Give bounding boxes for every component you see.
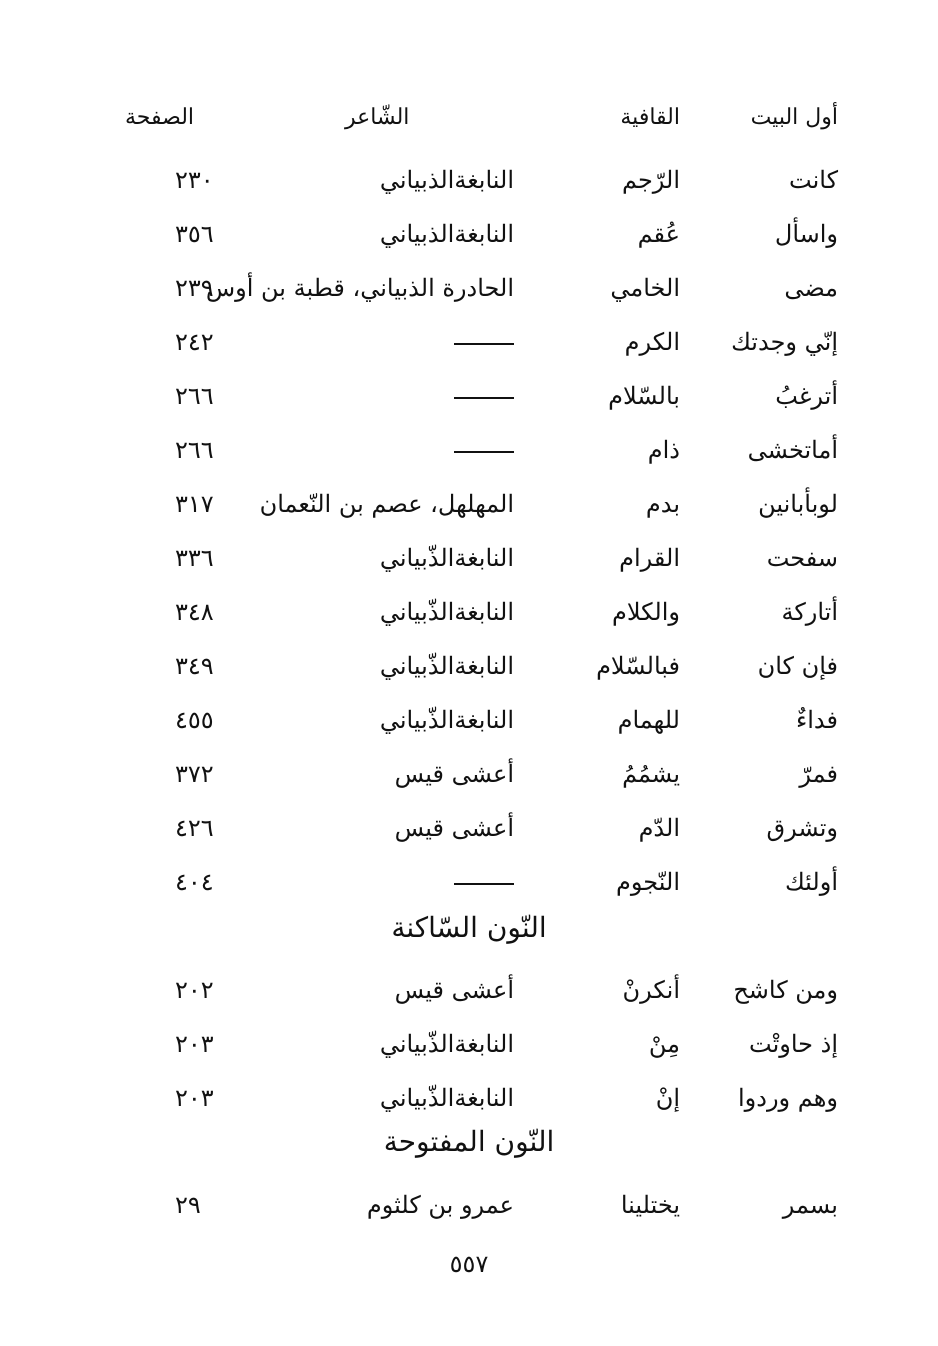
rhyme: أنكرنْ [622, 976, 680, 1004]
rhyme: للهمام [617, 706, 680, 734]
page-ref: ٤٥٥ [175, 706, 214, 734]
poet: عمرو بن كلثوم [366, 1191, 514, 1219]
first-verse: فإن كان [757, 652, 838, 680]
page-ref: ٣٥٦ [175, 220, 214, 248]
first-verse: بسمر [782, 1191, 838, 1219]
rhyme: ذام [647, 436, 680, 464]
first-verse: لوبأبانين [758, 490, 838, 518]
rhyme: عُقم [637, 220, 680, 248]
table-row [0, 646, 938, 686]
table-row [0, 376, 938, 416]
poet: الحادرة الذبياني، قطبة بن أوس [205, 274, 514, 302]
page-ref: ٢٠٢ [175, 976, 214, 1004]
poet: أعشى قيس [394, 760, 514, 788]
section-heading-sakina: النّون السّاكنة [391, 911, 547, 944]
poet: النابغةالذّبياني [379, 598, 514, 626]
poet: أعشى قيس [394, 976, 514, 1004]
first-verse: أماتخشى [747, 436, 838, 464]
rhyme: يشمُمُ [622, 760, 680, 788]
page-ref: ٢٩ [175, 1191, 201, 1219]
ditto-dash [454, 883, 514, 885]
table-header [0, 98, 938, 138]
table-row [0, 862, 938, 902]
first-verse: أتاركة [781, 598, 838, 626]
header-page: الصفحة [125, 105, 195, 130]
poet: النابغةالذّبياني [379, 652, 514, 680]
poet: النابغةالذبياني [379, 220, 514, 248]
ditto-dash [454, 343, 514, 345]
page-ref: ٣٤٨ [175, 598, 214, 626]
poet: النابغةالذّبياني [379, 706, 514, 734]
poet [454, 322, 514, 362]
table-row [0, 1024, 938, 1064]
table-row [0, 430, 938, 470]
page-ref: ٤٢٦ [175, 814, 214, 842]
page-ref: ٢٦٦ [175, 382, 214, 410]
rhyme: يختلينا [620, 1191, 680, 1219]
poet: المهلهل، عصم بن النّعمان [259, 490, 514, 518]
poet [454, 862, 514, 902]
ditto-dash [454, 397, 514, 399]
rhyme: والكلام [611, 598, 680, 626]
poet: النابغةالذّبياني [379, 1084, 514, 1112]
first-verse: أولئك [784, 868, 838, 896]
header-poet: الشّاعر [345, 105, 410, 130]
rhyme: القرام [619, 544, 680, 572]
first-verse: وتشرق [766, 814, 838, 842]
rhyme: الخامي [610, 274, 680, 302]
first-verse: إنّي وجدتك [731, 328, 838, 356]
header-rhyme: القافية [620, 105, 680, 130]
table-row [0, 1078, 938, 1118]
table-row [0, 592, 938, 632]
table-row [0, 538, 938, 578]
page-ref: ٢٠٣ [175, 1030, 214, 1058]
table-row [0, 268, 938, 308]
first-verse: مضى [784, 274, 838, 302]
page-ref: ٢٠٣ [175, 1084, 214, 1112]
rhyme: النّجوم [616, 868, 680, 896]
page-ref: ٣٤٩ [175, 652, 214, 680]
page-ref: ٢٣٠ [175, 166, 214, 194]
page-ref: ٣١٧ [175, 490, 214, 518]
rhyme: الدّم [638, 814, 680, 842]
first-verse: فداءٌ [795, 706, 838, 734]
first-verse: وهم وردوا [738, 1084, 838, 1112]
poet [454, 430, 514, 470]
section-heading-maftuha: النّون المفتوحة [383, 1125, 555, 1158]
table-row [0, 484, 938, 524]
table-row [0, 754, 938, 794]
first-verse: واسأل [774, 220, 838, 248]
table-row [0, 1185, 938, 1225]
page-ref: ٢٦٦ [175, 436, 214, 464]
first-verse: كانت [789, 166, 838, 194]
page-ref: ٢٤٢ [175, 328, 214, 356]
first-verse: ومن كاشح [733, 976, 838, 1004]
page-ref: ٣٣٦ [175, 544, 214, 572]
poet: النابغةالذبياني [379, 166, 514, 194]
rhyme: الكرم [624, 328, 680, 356]
page-number: ٥٥٧ [449, 1250, 489, 1278]
first-verse: إذ حاوتْت [749, 1030, 838, 1058]
ditto-dash [454, 451, 514, 453]
first-verse: فمرّ [799, 760, 838, 788]
page-ref: ٣٧٢ [175, 760, 214, 788]
poet: النابغةالذّبياني [379, 544, 514, 572]
table-row [0, 700, 938, 740]
rhyme: بدم [645, 490, 680, 518]
table-row [0, 214, 938, 254]
poet: النابغةالذّبياني [379, 1030, 514, 1058]
poet: أعشى قيس [394, 814, 514, 842]
poet [454, 376, 514, 416]
rhyme: إنْ [655, 1084, 680, 1112]
header-first-verse: أول البيت [750, 105, 838, 130]
table-row [0, 970, 938, 1010]
page-ref: ٢٣٩ [175, 274, 214, 302]
page-ref: ٤٠٤ [175, 868, 214, 896]
rhyme: الرّجم [621, 166, 680, 194]
table-row [0, 160, 938, 200]
first-verse: سفحت [766, 544, 838, 572]
rhyme: بالسّلام [608, 382, 680, 410]
rhyme: مِنْ [648, 1030, 680, 1058]
table-row [0, 808, 938, 848]
rhyme: فبالسّلام [596, 652, 680, 680]
first-verse: أترغبُ [775, 382, 838, 410]
table-row [0, 322, 938, 362]
